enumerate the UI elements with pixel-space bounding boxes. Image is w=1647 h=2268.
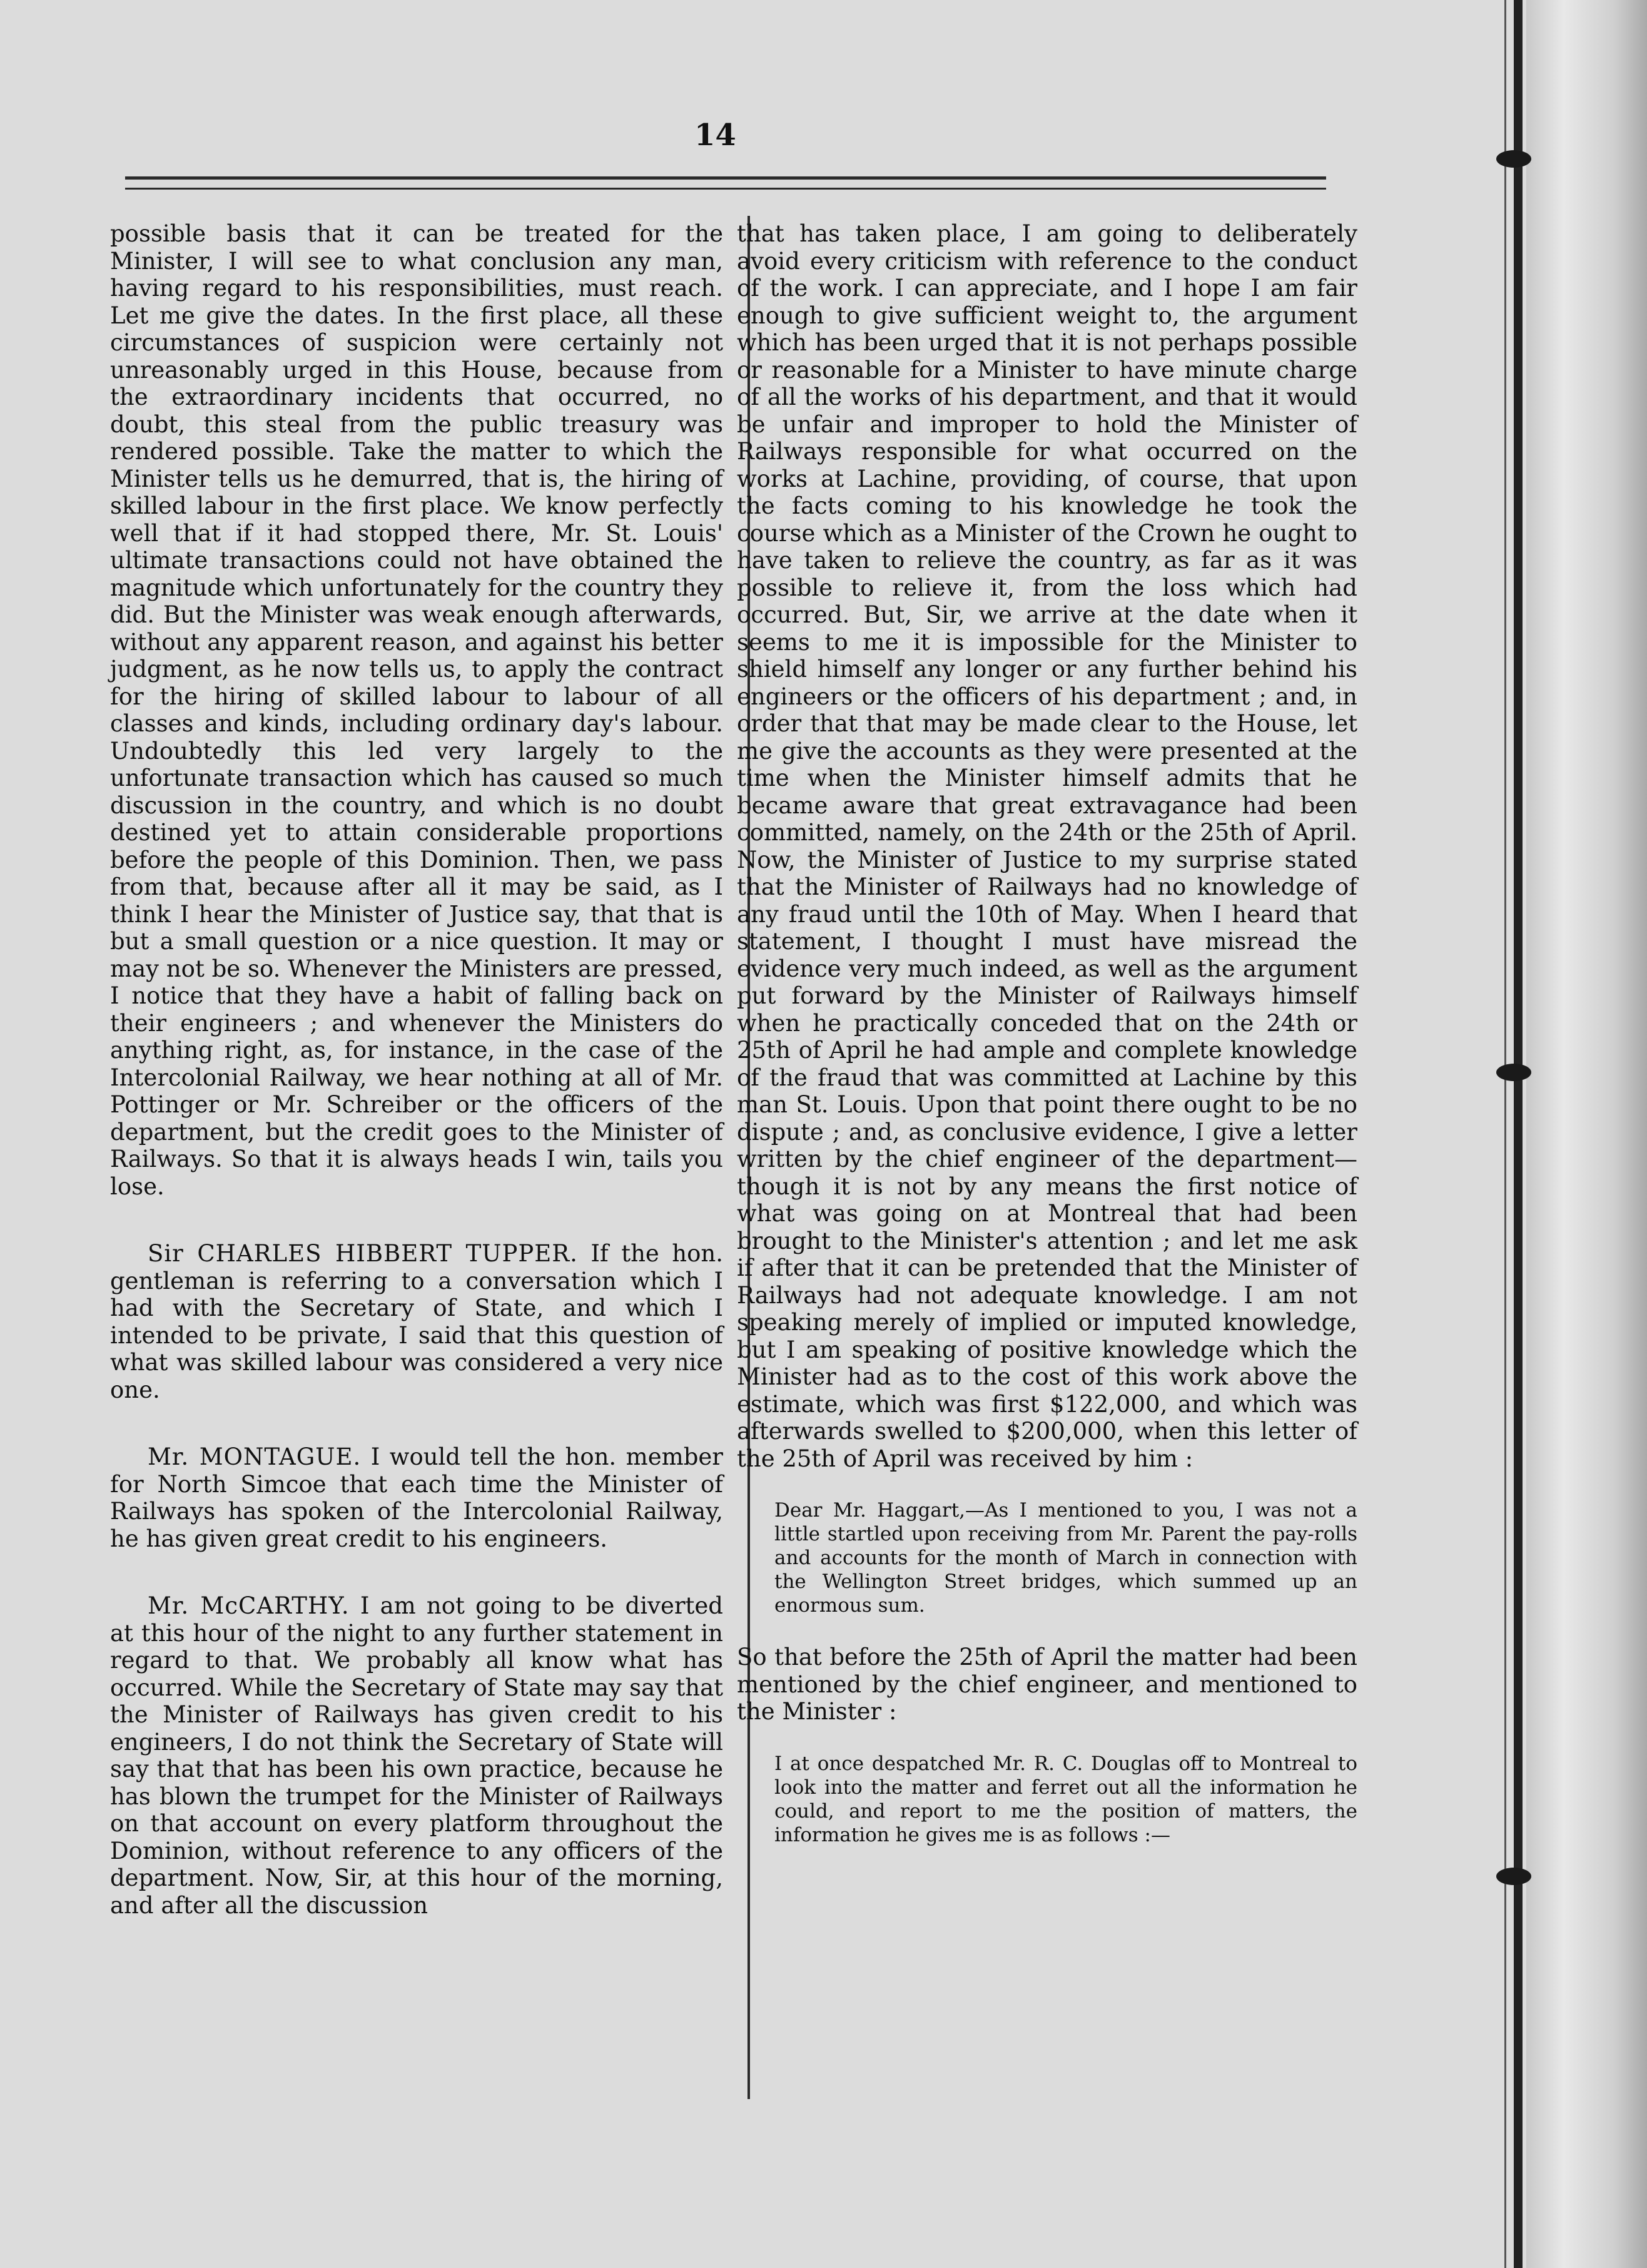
right-paragraph-2: So that before the 25th of April the matter had been mentioned by the chief engineer, and mentioned to the Minister :: [737, 1644, 1357, 1725]
right-column: [737, 220, 1357, 1847]
header-rule-thick: [125, 176, 1326, 180]
binding-spine: [1514, 0, 1523, 2268]
letter-quote-1: Dear Mr. Haggart,—As I mentioned to you, I was not a little startled upon receiving from Mr. Parent the pay-rolls and accounts for the month of March in connection with the Wellington Street bridges, which summed up an enormous sum.: [774, 1499, 1357, 1617]
speech-text: I would tell the hon. member for North Simcoe that each time the Minister of Railways has spoken of the Intercolonial Railway, he has given great credit to his engineers.: [110, 1443, 723, 1552]
page-number: 14: [694, 118, 736, 153]
speech-text: If the hon. gentleman is referring to a conversation which I had with the Secretary of State, and which I intended to be private, I said that this question of what was skilled labour was considered a very nice one.: [110, 1240, 723, 1403]
letter-quote-2: I at once despatched Mr. R. C. Douglas off to Montreal to look into the matter and ferret out all the information he could, and report to me the position of matters, the information he gives me is as follows :—: [774, 1752, 1357, 1846]
left-paragraph-1: possible basis that it can be treated for the Minister, I will see to what conclusion any man, having regard to his responsibilities, must reach. Let me give the dates. In the first place, all these circumstances of suspicion were certainly not unreasonably urged in this House, because from the extraordinary incidents that occurred, no doubt, this steal from the public treasury was rendered possible. Take the matter to which the Minister tells us he demurred, that is, the hiring of skilled labour in the first place. We know perfectly well that if it had stopped there, Mr. St. Louis' ultimate transactions could not have obtained the magnitude which unfortunately for the country they did. But the Minister was weak enough afterwards, without any apparent reason, and against his better judgment, as he now tells us, to apply the contract for the hiring of skilled labour to labour of all classes and kinds, including ordinary day's labour. Undoubtedly this led very largely to the unfortunate transaction which has caused so much discussion in the country, and which is no doubt destined yet to attain considerable proportions before the people of this Dominion. Then, we pass from that, because after all it may be said, as I think I hear the Minister of Justice say, that that is but a small question or a nice question. It may or may not be so. Whenever the Ministers are pressed, I notice that they have a habit of falling back on their engineers ; and whenever the Ministers do anything right, as, for instance, in the case of the Intercolonial Railway, we hear nothing at all of Mr. Pottinger or Mr. Schreiber or the officers of the department, but the credit goes to the Minister of Railways. So that it is always heads I win, tails you lose.: [110, 220, 723, 1200]
binding-stitch: [1496, 1064, 1531, 1081]
page-edge: [1526, 0, 1647, 2268]
speaker-name: Mr. MONTAGUE.: [148, 1443, 362, 1470]
binding-thread: [1504, 0, 1506, 2268]
tupper-paragraph: [110, 1240, 723, 1403]
left-column: [110, 220, 723, 1919]
binding-stitch: [1496, 1868, 1531, 1885]
right-paragraph-1: that has taken place, I am going to deliberately avoid every criticism with reference to the conduct of the work. I can appreciate, and I hope I am fair enough to give sufficient weight to, the argument which has been urged that it is not perhaps possible or reasonable for a Minister to have minute charge of all the works of his department, and that it would be unfair and improper to hold the Minister of Railways responsible for what occurred on the works at Lachine, providing, of course, that upon the facts coming to his knowledge he took the course which as a Minister of the Crown he ought to have taken to relieve the country, as far as it was possible to relieve it, from the loss which had occurred. But, Sir, we arrive at the date when it seems to me it is impossible for the Minister to shield himself any longer or any further behind his engineers or the officers of his department ; and, in order that that may be made clear to the House, let me give the accounts as they were presented at the time when the Minister himself admits that he became aware that great extravagance had been committed, namely, on the 24th or the 25th of April. Now, the Minister of Justice to my surprise stated that the Minister of Railways had no knowledge of any fraud until the 10th of May. When I heard that statement, I thought I must have misread the evidence very much indeed, as well as the argument put forward by the Minister of Railways himself when he practically conceded that on the 24th or 25th of April he had ample and complete knowledge of the fraud that was committed at Lachine by this man St. Louis. Upon that point there ought to be no dispute ; and, as conclusive evidence, I give a letter written by the chief engineer of the department—though it is not by any means the first notice of what was going on at Montreal that had been brought to the Minister's attention ; and let me ask if after that it can be pretended that the Minister of Railways had not adequate knowledge. I am not speaking merely of implied or imputed knowledge, but I am speaking of positive knowledge which the Minister had as to the cost of this work above the estimate, which was first $122,000, and which was afterwards swelled to $200,000, when this letter of the 25th of April was received by him :: [737, 220, 1357, 1472]
binding-stitch: [1496, 150, 1531, 168]
mccarthy-paragraph: [110, 1592, 723, 1919]
header-rule-thin: [125, 188, 1326, 190]
speaker-name: Sir CHARLES HIBBERT TUPPER.: [148, 1240, 578, 1267]
montague-paragraph: [110, 1443, 723, 1552]
speech-text: I am not going to be diverted at this hour of the night to any further statement in regard to that. We probably all know what has occurred. While the Secretary of State may say that the Minister of Railways has given credit to his engineers, I do not think the Secretary of State will say that that has been his own practice, because he has blown the trumpet for the Minister of Railways on that account on every platform throughout the Dominion, without reference to any officers of the department. Now, Sir, at this hour of the morning, and after all the discussion: [110, 1592, 723, 1919]
speaker-name: Mr. McCARTHY.: [148, 1592, 350, 1619]
